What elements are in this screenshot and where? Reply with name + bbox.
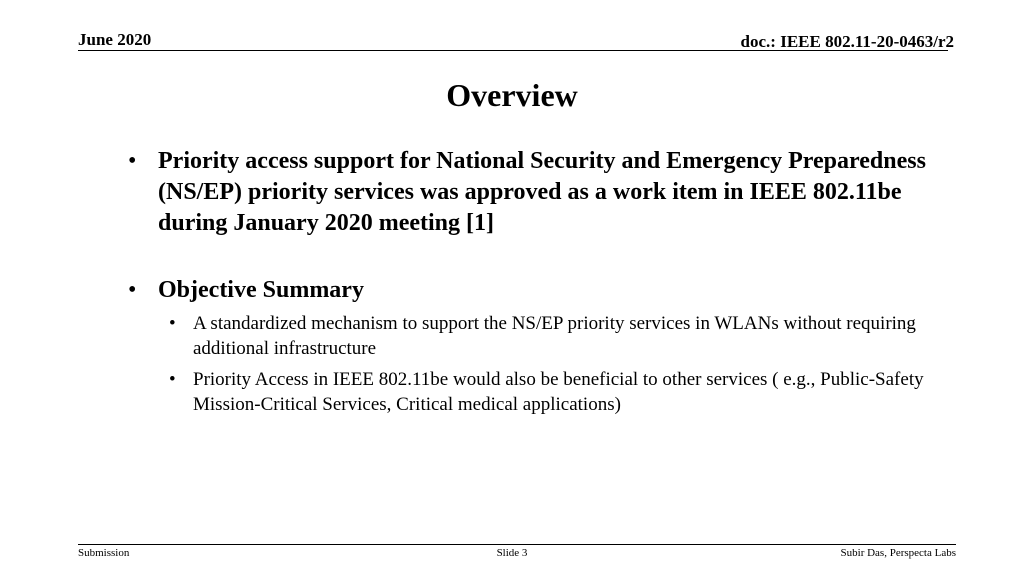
sub-bullet-standardized-mechanism (159, 311, 964, 361)
bullet-icon: • (128, 277, 137, 303)
header-date: June 2020 (78, 30, 152, 49)
slide-body (124, 146, 964, 423)
bullet-text: Priority access support for National Security and Emergency Preparedness (NS/EP) priority services was approved as a work item in IEEE 802.11be during January 2020 meeting [1] (158, 148, 926, 236)
footer-slide-number: Slide 3 (496, 547, 528, 559)
spacer (124, 239, 964, 275)
header-doc-id: doc.: IEEE 802.11-20-0463/r2 (740, 32, 954, 51)
objective-sub-list (124, 311, 964, 417)
sub-bullet-text: A standardized mechanism to support the NS/EP priority services in WLANs without requiring additional infrastructure (193, 313, 916, 359)
bullet-icon: • (169, 369, 176, 390)
slide-title: Overview (446, 77, 578, 113)
bullet-text: Objective Summary (158, 277, 364, 303)
footer-submission: Submission (78, 547, 130, 559)
bullet-objective-summary (124, 275, 964, 306)
footer-author: Subir Das, Perspecta Labs (840, 547, 956, 559)
header-divider (78, 50, 948, 51)
bullet-work-item (124, 146, 964, 239)
bullet-icon: • (169, 313, 176, 334)
sub-bullet-text: Priority Access in IEEE 802.11be would also be beneficial to other services ( e.g., Public-Safety Mission-Critical Services, Critical medical applications) (193, 369, 924, 415)
sub-bullet-priority-access-benefit (159, 367, 964, 417)
bullet-icon: • (128, 148, 137, 174)
footer-divider (78, 544, 956, 545)
